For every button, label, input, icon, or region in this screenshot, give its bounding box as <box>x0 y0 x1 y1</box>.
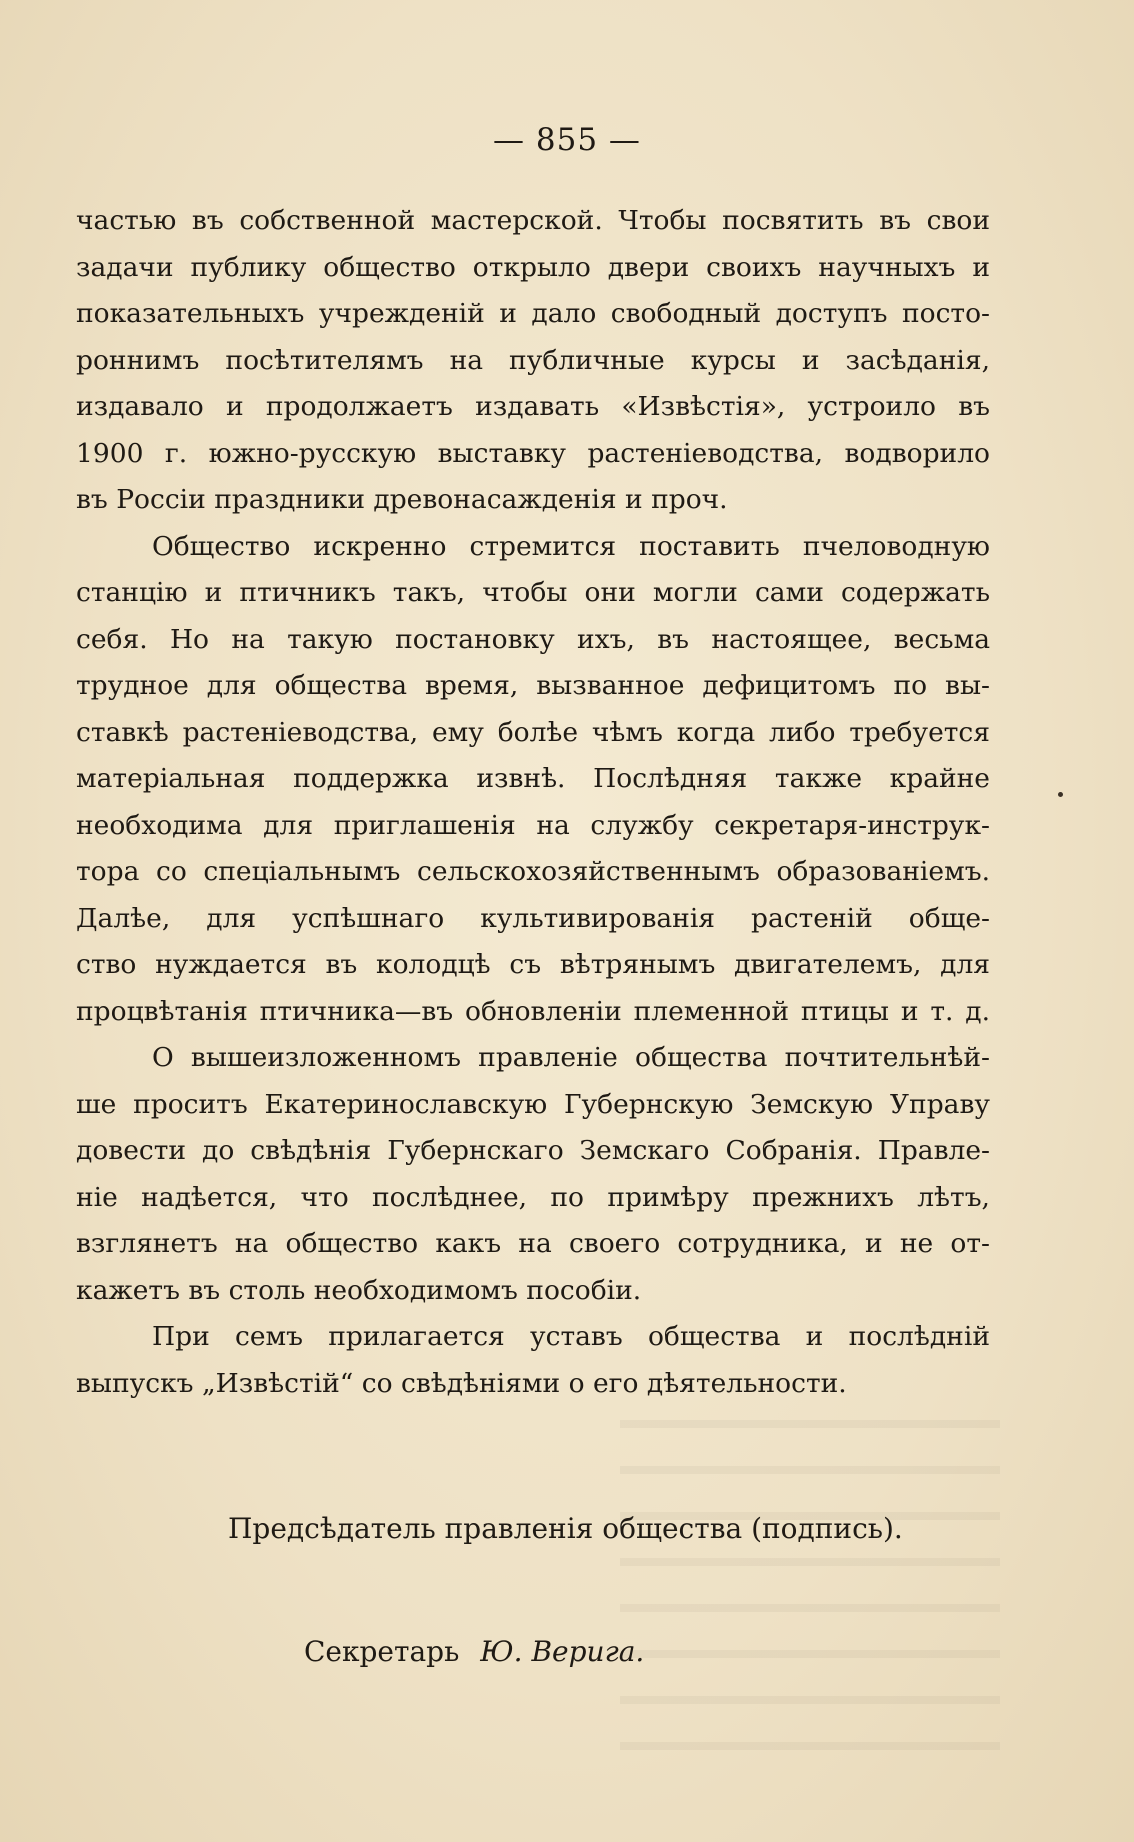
text-line: частью въ собственной мастерской. Чтобы посвятить въ свои <box>76 205 990 236</box>
text-line: станцію и птичникъ такъ, чтобы они могли сами содержать <box>76 577 990 608</box>
text-line: взглянетъ на общество какъ на своего сотрудника, и не от- <box>76 1228 990 1259</box>
text-line: въ Россіи праздники древонасажденія и проч. <box>76 484 728 515</box>
text-line: кажетъ въ столь необходимомъ пособіи. <box>76 1274 642 1306</box>
secretary-signature-line <box>304 1635 644 1668</box>
paragraph-3 <box>76 1035 990 1314</box>
text-line: необходима для приглашенія на службу секретаря-инструк- <box>76 809 990 841</box>
bleed-through-shadow <box>620 1420 1000 1750</box>
text-line: процвѣтанія птичника—въ обновленіи племенной птицы и т. д. <box>76 995 990 1027</box>
ink-speck <box>1058 792 1063 797</box>
text-line: себя. Но на такую постановку ихъ, въ настоящее, весьма <box>76 623 990 655</box>
paragraph-1 <box>76 198 990 524</box>
page-number: — 855 — <box>493 122 641 158</box>
text-line: 1900 г. южно-русскую выставку растеніеводства, водворило <box>76 437 990 469</box>
text-line: ставкѣ растеніеводства, ему болѣе чѣмъ когда либо требуется <box>76 716 990 748</box>
text-line: О вышеизложенномъ правленіе общества почтительнѣй- <box>152 1042 990 1073</box>
text-line: тора со спеціальнымъ сельскохозяйственнымъ образованіемъ. <box>76 856 990 887</box>
secretary-name: Ю. Верига. <box>480 1635 645 1668</box>
paragraph-2 <box>76 524 990 1036</box>
text-line: роннимъ посѣтителямъ на публичные курсы и засѣданія, <box>76 344 990 376</box>
text-line: издавало и продолжаетъ издавать «Извѣстія», устроило въ <box>76 391 990 422</box>
text-line: довести до свѣдѣнія Губернскаго Земскаго Собранія. Правле- <box>76 1135 990 1166</box>
body-text <box>76 198 990 1407</box>
paragraph-4 <box>76 1314 990 1407</box>
text-line: показательныхъ учрежденій и дало свободный доступъ посто- <box>76 298 990 329</box>
text-line: ніе надѣется, что послѣднее, по примѣру прежнихъ лѣтъ, <box>76 1181 990 1213</box>
text-line: трудное для общества время, вызванное дефицитомъ по вы- <box>76 670 990 701</box>
text-line: задачи публику общество открыло двери своихъ научныхъ и <box>76 251 990 283</box>
text-line: При семъ прилагается уставъ общества и послѣдній <box>152 1321 990 1352</box>
chairman-signature-line: Предсѣдатель правленія общества (подпись). <box>228 1512 903 1545</box>
text-line: выпускъ „Извѣстій“ со свѣдѣніями о его дѣятельности. <box>76 1367 847 1399</box>
secretary-title: Секретарь <box>304 1635 460 1668</box>
text-line: ство нуждается въ колодцѣ съ вѣтрянымъ двигателемъ, для <box>76 949 990 980</box>
text-line: Далѣе, для успѣшнаго культивированія растеній обще- <box>76 902 990 934</box>
text-line: ше проситъ Екатеринославскую Губернскую Земскую Управу <box>76 1088 990 1120</box>
text-line: Общество искренно стремится поставить пчеловодную <box>152 530 990 562</box>
text-line: матеріальная поддержка извнѣ. Послѣдняя также крайне <box>76 763 990 794</box>
